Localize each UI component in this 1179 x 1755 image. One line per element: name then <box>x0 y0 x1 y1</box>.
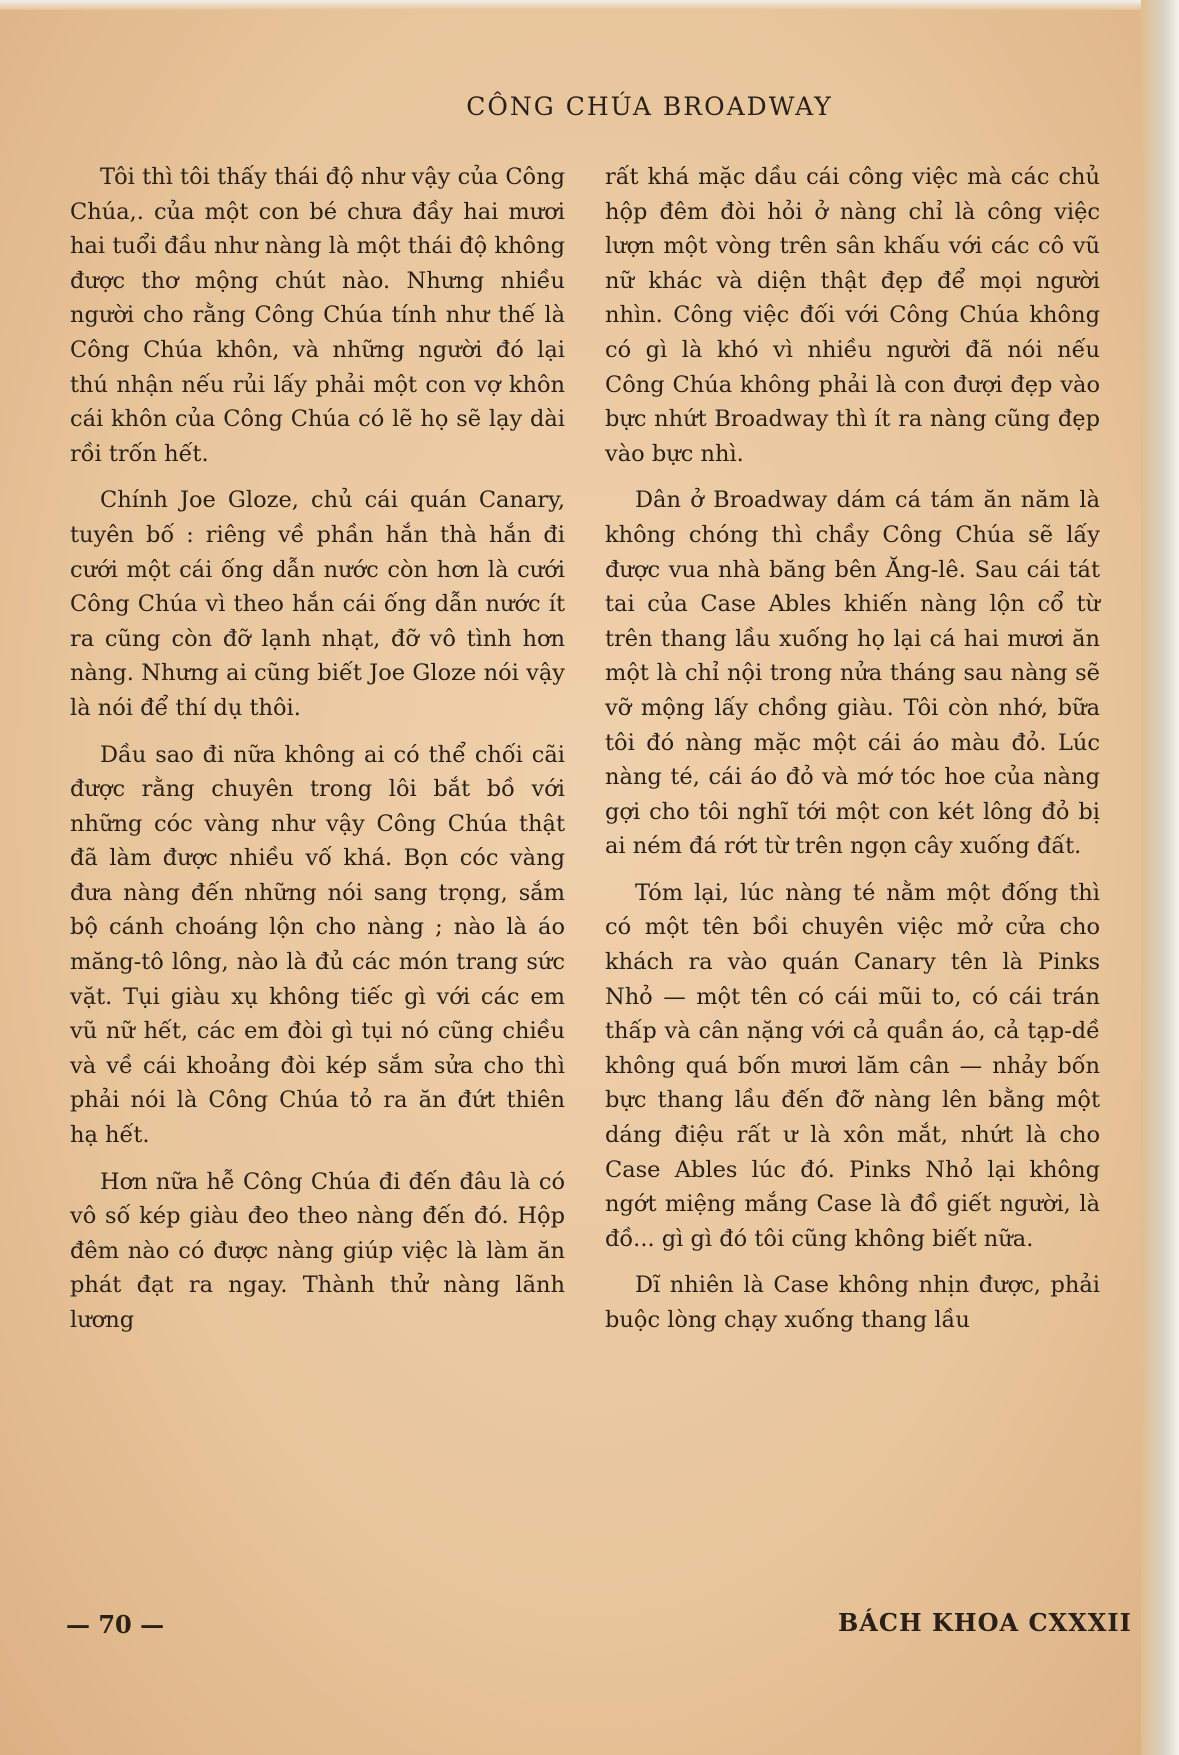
paragraph: Dầu sao đi nữa không ai có thể chối cãi được rằng chuyên trong lôi bắt bồ với những cóc vàng như vậy Công Chúa thật đã làm được nhiều vố khá. Bọn cóc vàng đưa nàng đến những nói sang trọng, sắm bộ cánh choáng lộn cho nàng ; nào là áo măng-tô lông, nào là đủ các món trang sức vặt. Tụi giàu xụ không tiếc gì với các em vũ nữ hết, các em đòi gì tụi nó cũng chiều và về cái khoảng đòi kép sắm sửa cho thì phải nói là Công Chúa tỏ ra ăn đứt thiên hạ hết. <box>70 741 565 1149</box>
page-right-edge <box>1141 0 1179 1755</box>
paragraph: Dân ở Broadway dám cá tám ăn năm là không chóng thì chầy Công Chúa sẽ lấy được vua nhà băng bên Ăng-lê. Sau cái tát tai của Case Ables khiến nàng lộn cổ từ trên thang lầu xuống họ lại cá hai mươi ăn một là chỉ nội trong nửa tháng sau nàng sẽ vỡ mộng lấy chồng giàu. Tôi còn nhớ, bữa tôi đó nàng mặc một cái áo màu đỏ. Lúc nàng té, cái áo đỏ và mớ tóc hoe của nàng gợi cho tôi nghĩ tới một con két lông đỏ bị ai ném đá rớt từ trên ngọn cây xuống đất. <box>605 487 1100 860</box>
publication-name: BÁCH KHOA CXXXII <box>838 1608 1132 1637</box>
paragraph: Chính Joe Gloze, chủ cái quán Canary, tuyên bố : riêng về phần hắn thà hắn đi cưới một cái ống dẫn nước còn hơn là cưới Công Chúa vì theo hắn cái ống dẫn nước ít ra cũng còn đỡ lạnh nhạt, đỡ vô tình hơn nàng. Nhưng ai cũng biết Joe Gloze nói vậy là nói để thí dụ thôi. <box>70 487 565 721</box>
paragraph: Hơn nữa hễ Công Chúa đi đến đâu là có vô số kép giàu đeo theo nàng đến đó. Hộp đêm nào có được nàng giúp việc là làm ăn phát đạt ra ngay. Thành thử nàng lãnh lương <box>70 1168 565 1333</box>
running-title: CÔNG CHÚA BROADWAY <box>466 92 833 121</box>
paragraph-continuation: rất khá mặc dầu cái công việc mà các chủ hộp đêm đòi hỏi ở nàng chỉ là công việc lượn một vòng trên sân khấu với các cô vũ nữ khác và diện thật đẹp để mọi người nhìn. Công việc đối với Công Chúa không có gì là khó vì nhiều người đã nói nếu Công Chúa không phải là con đượi đẹp vào bực nhứt Broadway thì ít ra nàng cũng đẹp vào bực nhì. <box>605 164 1100 467</box>
paragraph: Tôi thì tôi thấy thái độ như vậy của Công Chúa,. của một con bé chưa đầy hai mươi hai tuổi đầu như nàng là một thái độ không được thơ mộng chút nào. Nhưng nhiều người cho rằng Công Chúa tính như thế là Công Chúa khôn, và những người đó lại thú nhận nếu rủi lấy phải một con vợ khôn cái khôn của Công Chúa có lẽ họ sẽ lạy dài rồi trốn hết. <box>70 164 565 467</box>
page-number: — 70 — <box>66 1610 165 1639</box>
right-column <box>605 160 1100 1350</box>
left-column <box>70 160 565 1350</box>
paragraph: Dĩ nhiên là Case không nhịn được, phải buộc lòng chạy xuống thang lầu <box>605 1272 1100 1333</box>
paragraph: Tóm lại, lúc nàng té nằm một đống thì có một tên bồi chuyên việc mở cửa cho khách ra vào quán Canary tên là Pinks Nhỏ — một tên có cái mũi to, có cái trán thấp và cân nặng với cả quần áo, cả tạp-dề không quá bốn mươi lăm cân — nhảy bốn bực thang lầu đến đỡ nàng lên bằng một dáng điệu rất ư là xôn mắt, nhứt là cho Case Ables lúc đó. Pinks Nhỏ lại không ngớt miệng mắng Case là đồ giết người, là đồ... gì gì đó tôi cũng không biết nữa. <box>605 879 1100 1252</box>
page-top-edge <box>0 0 1179 10</box>
